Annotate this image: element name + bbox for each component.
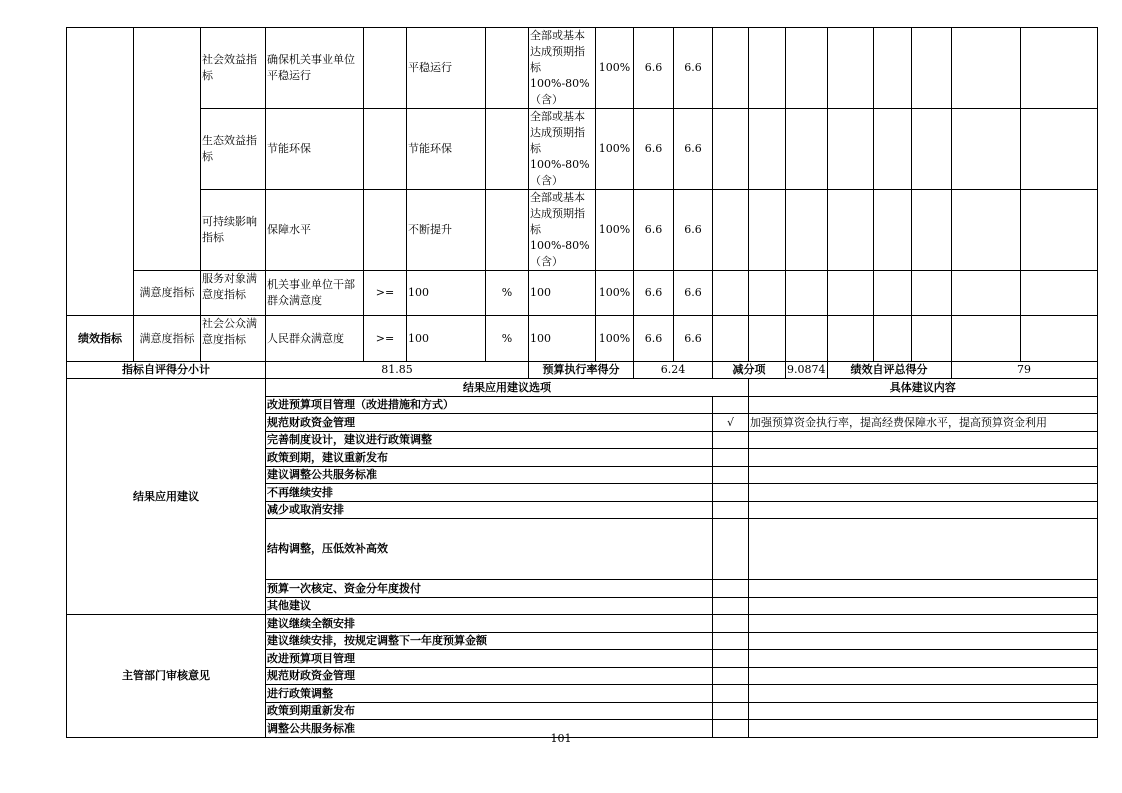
level3-text: 服务对象满意度指标 — [202, 272, 257, 301]
blank-cell — [786, 28, 828, 109]
actual-cell — [529, 190, 596, 271]
unit-cell — [486, 190, 529, 271]
level2-cell: 满意度指标 — [134, 271, 201, 316]
results-header-row — [67, 379, 1098, 397]
review-option-content — [749, 668, 1098, 685]
indicator-row — [67, 271, 1098, 316]
option-mark — [713, 598, 749, 615]
level2-cell: 满意度指标 — [134, 316, 201, 362]
weight-cell: 100% — [596, 271, 634, 316]
level3-cell — [201, 316, 266, 362]
page-number: 101 — [550, 732, 572, 745]
review-option-content — [749, 703, 1098, 720]
option-label: 其他建议 — [266, 598, 713, 615]
blank-cell — [827, 316, 873, 362]
review-option-mark — [713, 650, 749, 668]
evaluation-table — [66, 27, 1098, 738]
option-mark — [713, 519, 749, 580]
option-label: 完善制度设计，建议进行政策调整 — [266, 432, 713, 449]
blank-cell — [1020, 316, 1097, 362]
blank-cell — [873, 316, 911, 362]
blank-cell — [911, 190, 951, 271]
target-cell: 节能环保 — [407, 109, 486, 190]
blank-cell — [951, 271, 1020, 316]
review-option-content — [749, 685, 1098, 703]
total-score-value: 79 — [951, 362, 1097, 379]
option-mark — [713, 580, 749, 598]
actual-text: 全部或基本达成预期指标100%-80%（含） — [530, 191, 590, 268]
option-label: 减少或取消安排 — [266, 502, 713, 519]
indicator-cell: 机关事业单位干部群众满意度 — [266, 271, 364, 316]
blank-cell — [911, 109, 951, 190]
subtotal-value: 81.85 — [266, 362, 529, 379]
total-score-label: 绩效自评总得分 — [827, 362, 951, 379]
actual-cell: 100 — [529, 316, 596, 362]
operator-cell — [364, 109, 407, 190]
level3-cell: 社会效益指标 — [201, 28, 266, 109]
review-option-label: 改进预算项目管理 — [266, 650, 713, 668]
actual-text: 全部或基本达成预期指标100%-80%（含） — [530, 110, 590, 187]
operator-cell: >= — [364, 316, 407, 362]
option-mark — [713, 502, 749, 519]
actual-cell — [529, 28, 596, 109]
blank-cell — [911, 316, 951, 362]
option-content — [749, 519, 1098, 580]
score-cell: 6.6 — [634, 316, 674, 362]
indicator-row — [67, 28, 1098, 109]
results-options-header: 结果应用建议选项 — [266, 379, 749, 397]
budget-rate-value: 6.24 — [634, 362, 713, 379]
review-option-label: 建议继续安排，按规定调整下一年度预算金额 — [266, 633, 713, 650]
weight-cell: 100% — [596, 316, 634, 362]
blank-cell — [911, 28, 951, 109]
option-label: 不再继续安排 — [266, 484, 713, 502]
option-mark — [713, 449, 749, 467]
blank-cell — [713, 316, 749, 362]
score-cell: 6.6 — [634, 28, 674, 109]
option-content — [749, 467, 1098, 484]
option-label: 政策到期，建议重新发布 — [266, 449, 713, 467]
operator-cell — [364, 28, 407, 109]
results-section-label: 结果应用建议 — [67, 379, 266, 615]
blank-cell — [873, 190, 911, 271]
score-cell: 6.6 — [634, 109, 674, 190]
actual-text: 全部或基本达成预期指标100%-80%（含） — [530, 29, 590, 106]
option-mark — [713, 484, 749, 502]
review-option-mark — [713, 703, 749, 720]
weight-cell: 100% — [596, 190, 634, 271]
operator-cell — [364, 190, 407, 271]
blank-cell — [873, 28, 911, 109]
blank-cell — [713, 109, 749, 190]
weight-cell: 100% — [596, 28, 634, 109]
option-mark — [713, 432, 749, 449]
actual-cell: 100 — [529, 271, 596, 316]
option-content — [749, 598, 1098, 615]
review-option-mark — [713, 685, 749, 703]
blank-cell — [873, 271, 911, 316]
option-content — [749, 397, 1098, 414]
self-score-cell: 6.6 — [674, 28, 713, 109]
option-label: 规范财政资金管理 — [266, 414, 713, 432]
review-option-content — [749, 650, 1098, 668]
blank-cell — [713, 271, 749, 316]
blank-cell — [951, 316, 1020, 362]
self-score-cell: 6.6 — [674, 190, 713, 271]
level2-cell — [134, 28, 201, 271]
option-content — [749, 484, 1098, 502]
option-label: 建议调整公共服务标准 — [266, 467, 713, 484]
self-score-cell: 6.6 — [674, 109, 713, 190]
deduction-value: 9.0874 — [786, 362, 828, 379]
indicator-cell: 保障水平 — [266, 190, 364, 271]
blank-cell — [873, 109, 911, 190]
review-option-mark — [713, 668, 749, 685]
blank-cell — [1020, 271, 1097, 316]
blank-cell — [786, 271, 828, 316]
indicator-row — [67, 109, 1098, 190]
blank-cell — [1020, 109, 1097, 190]
blank-cell — [713, 190, 749, 271]
deduction-label: 减分项 — [713, 362, 786, 379]
indicator-row — [67, 190, 1098, 271]
target-cell: 100 — [407, 316, 486, 362]
blank-cell — [749, 109, 786, 190]
blank-cell — [749, 316, 786, 362]
subtotal-label: 指标自评得分小计 — [67, 362, 266, 379]
option-label: 结构调整，压低效补高效 — [266, 519, 713, 580]
blank-cell — [951, 109, 1020, 190]
target-cell: 平稳运行 — [407, 28, 486, 109]
level3-cell: 可持续影响指标 — [201, 190, 266, 271]
indicator-cell: 节能环保 — [266, 109, 364, 190]
blank-cell — [827, 271, 873, 316]
review-option-content — [749, 615, 1098, 633]
review-option-label: 建议继续全额安排 — [266, 615, 713, 633]
level3-cell: 生态效益指标 — [201, 109, 266, 190]
blank-cell — [786, 316, 828, 362]
indicator-cell: 确保机关事业单位平稳运行 — [266, 28, 364, 109]
option-mark — [713, 467, 749, 484]
option-label: 预算一次核定、资金分年度拨付 — [266, 580, 713, 598]
blank-cell — [1020, 28, 1097, 109]
target-cell: 100 — [407, 271, 486, 316]
option-mark: √ — [713, 414, 749, 432]
budget-rate-label: 预算执行率得分 — [529, 362, 634, 379]
blank-cell — [951, 28, 1020, 109]
option-content — [749, 432, 1098, 449]
blank-cell — [1020, 190, 1097, 271]
operator-cell: >= — [364, 271, 407, 316]
blank-cell — [951, 190, 1020, 271]
blank-cell — [911, 271, 951, 316]
score-cell: 6.6 — [634, 271, 674, 316]
option-content — [749, 502, 1098, 519]
actual-cell — [529, 109, 596, 190]
option-content — [749, 580, 1098, 598]
review-option-label: 进行政策调整 — [266, 685, 713, 703]
indicator-cell: 人民群众满意度 — [266, 316, 364, 362]
blank-cell — [827, 190, 873, 271]
review-option-label: 规范财政资金管理 — [266, 668, 713, 685]
level1-cell: 绩效指标 — [67, 316, 134, 362]
blank-cell — [749, 271, 786, 316]
unit-cell: % — [486, 316, 529, 362]
blank-cell — [827, 109, 873, 190]
indicator-row — [67, 316, 1098, 362]
review-option-label: 调整公共服务标准 — [266, 720, 713, 738]
level1-cell — [67, 28, 134, 316]
unit-cell: % — [486, 271, 529, 316]
level3-cell — [201, 271, 266, 316]
review-option-mark — [713, 615, 749, 633]
blank-cell — [713, 28, 749, 109]
blank-cell — [827, 28, 873, 109]
target-cell: 不断提升 — [407, 190, 486, 271]
review-option-mark — [713, 633, 749, 650]
option-content — [749, 449, 1098, 467]
weight-cell: 100% — [596, 109, 634, 190]
score-cell: 6.6 — [634, 190, 674, 271]
self-score-cell: 6.6 — [674, 271, 713, 316]
level3-text: 社会公众满意度指标 — [202, 317, 257, 346]
summary-row — [67, 362, 1098, 379]
option-label: 改进预算项目管理（改进措施和方式） — [266, 397, 713, 414]
review-section-label: 主管部门审核意见 — [67, 615, 266, 738]
review-option-label: 政策到期重新发布 — [266, 703, 713, 720]
option-content: 加强预算资金执行率，提高经费保障水平，提高预算资金利用 — [749, 414, 1098, 432]
option-mark — [713, 397, 749, 414]
results-content-header: 具体建议内容 — [749, 379, 1098, 397]
unit-cell — [486, 109, 529, 190]
blank-cell — [786, 190, 828, 271]
blank-cell — [749, 190, 786, 271]
self-score-cell: 6.6 — [674, 316, 713, 362]
blank-cell — [786, 109, 828, 190]
unit-cell — [486, 28, 529, 109]
blank-cell — [749, 28, 786, 109]
review-option-content — [749, 633, 1098, 650]
review-option-row — [67, 615, 1098, 633]
